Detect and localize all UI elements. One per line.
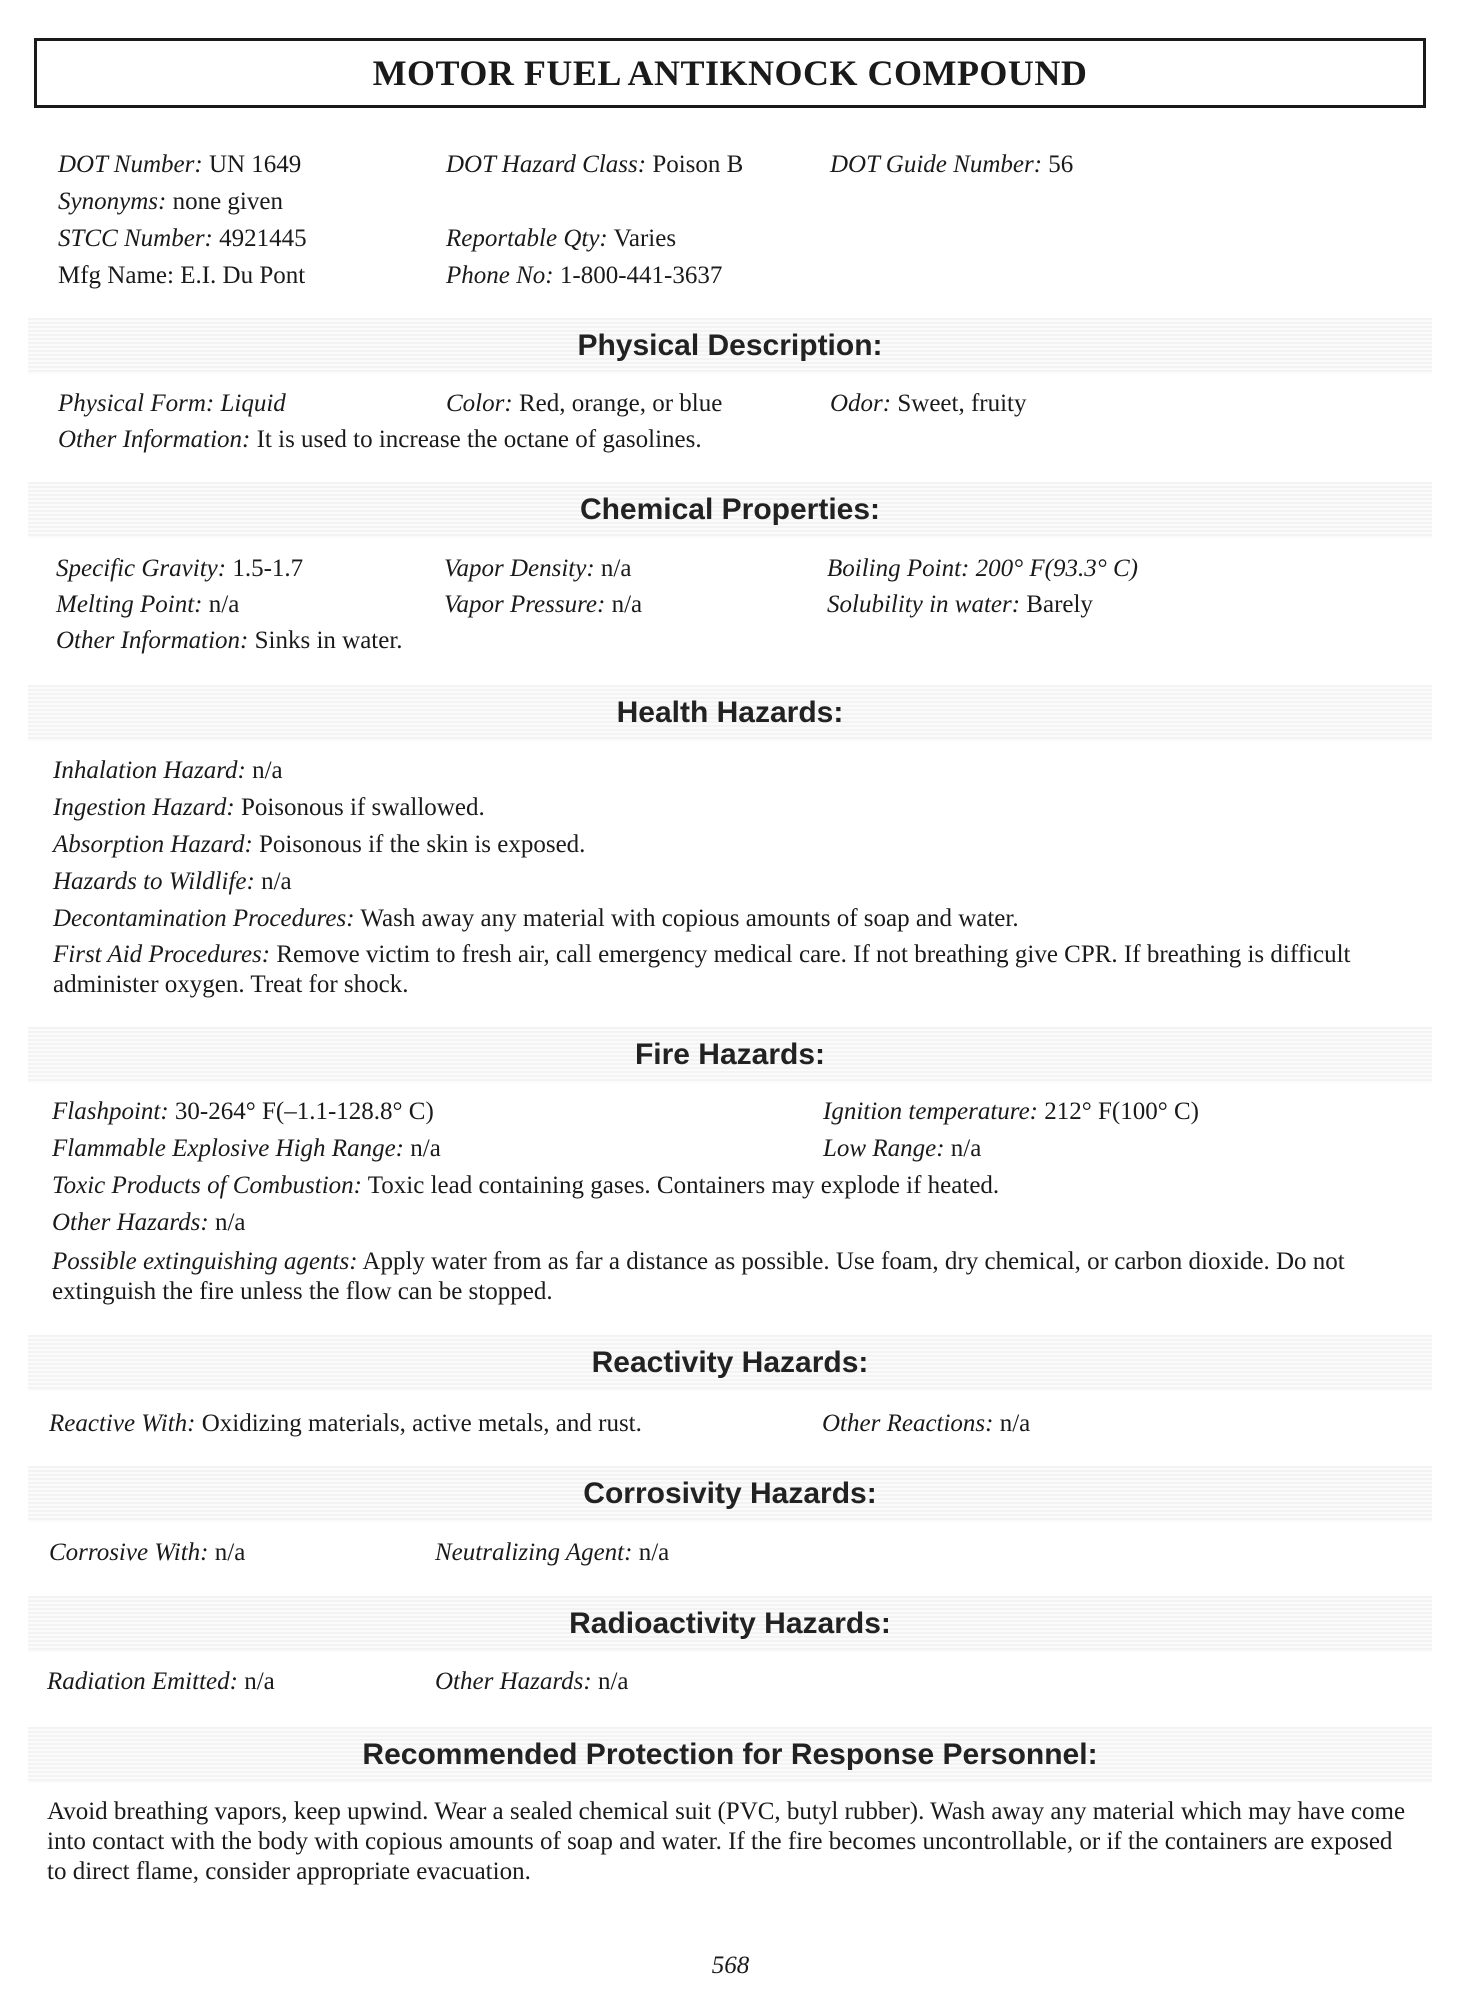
radiation-emitted: Radiation Emitted: n/a	[47, 1668, 275, 1695]
mfg-name: Mfg Name: E.I. Du Pont	[58, 262, 306, 289]
physical-row-2	[0, 423, 1461, 457]
fire-row-1	[0, 1095, 1461, 1129]
page-title: MOTOR FUEL ANTIKNOCK COMPOUND	[372, 53, 1088, 93]
low-range: Low Range: n/a	[823, 1135, 982, 1162]
section-header-reactivity: Reactivity Hazards:	[28, 1335, 1432, 1391]
physical-form: Physical Form: Liquid	[58, 390, 286, 417]
dot-hazard-class: DOT Hazard Class: Poison B	[446, 151, 744, 178]
title-box	[34, 38, 1426, 108]
id-row-4	[0, 259, 1461, 293]
dot-number: DOT Number: UN 1649	[58, 151, 302, 178]
boiling-point: Boiling Point: 200° F(93.3° C)	[827, 555, 1138, 582]
section-header-physical: Physical Description:	[28, 318, 1432, 374]
health-ingestion: Ingestion Hazard: Poisonous if swallowed.	[53, 794, 485, 821]
section-header-fire: Fire Hazards:	[28, 1027, 1432, 1083]
chemical-row-2	[0, 588, 1461, 622]
fire-toxic-products: Toxic Products of Combustion: Toxic lead containing gases. Containers may explode if heated.	[52, 1172, 1000, 1199]
vapor-pressure: Vapor Pressure: n/a	[444, 591, 643, 618]
reactivity-row	[0, 1407, 1461, 1441]
section-header-corrosivity: Corrosivity Hazards:	[28, 1466, 1432, 1522]
fire-row-2	[0, 1132, 1461, 1166]
id-row-2	[0, 185, 1461, 219]
physical-other: Other Information: It is used to increase the octane of gasolines.	[58, 426, 702, 453]
neutralizing-agent: Neutralizing Agent: n/a	[435, 1539, 670, 1566]
flashpoint: Flashpoint: 30-264° F(–1.1-128.8° C)	[52, 1098, 434, 1125]
solubility: Solubility in water: Barely	[827, 591, 1093, 618]
id-row-1	[0, 148, 1461, 182]
section-header-health: Health Hazards:	[28, 685, 1432, 741]
fire-extinguishing-agents: Possible extinguishing agents: Apply water from as far a distance as possible. Use foam, dry chemical, or carbon dioxide. Do not extinguish the fire unless the flow can be stopped.	[52, 1248, 1345, 1305]
chemical-row-3	[0, 624, 1461, 658]
flammable-high-range: Flammable Explosive High Range: n/a	[52, 1135, 441, 1162]
specific-gravity: Specific Gravity: 1.5-1.7	[56, 555, 304, 582]
other-reactions: Other Reactions: n/a	[822, 1410, 1031, 1437]
health-wildlife: Hazards to Wildlife: n/a	[53, 868, 292, 895]
section-header-chemical: Chemical Properties:	[28, 482, 1432, 538]
corrosive-with: Corrosive With: n/a	[49, 1539, 246, 1566]
health-first-aid: First Aid Procedures: Remove victim to fresh air, call emergency medical care. If not breathing give CPR. If breathing is difficult administer oxygen. Treat for shock.	[53, 941, 1351, 998]
reactive-with: Reactive With: Oxidizing materials, active metals, and rust.	[49, 1410, 642, 1437]
radioactivity-row	[0, 1665, 1461, 1699]
melting-point: Melting Point: n/a	[56, 591, 240, 618]
chemical-other: Other Information: Sinks in water.	[56, 627, 403, 654]
id-row-3	[0, 222, 1461, 256]
ignition-temperature: Ignition temperature: 212° F(100° C)	[823, 1098, 1199, 1125]
physical-color: Color: Red, orange, or blue	[446, 390, 723, 417]
phone-number: Phone No: 1-800-441-3637	[446, 262, 723, 289]
section-header-radioactivity: Radioactivity Hazards:	[28, 1596, 1432, 1652]
page-number: 568	[711, 1952, 750, 1979]
stcc-number: STCC Number: 4921445	[58, 225, 307, 252]
health-absorption: Absorption Hazard: Poisonous if the skin is exposed.	[53, 831, 586, 858]
chemical-row-1	[0, 552, 1461, 586]
fire-other-hazards: Other Hazards: n/a	[52, 1209, 246, 1236]
health-decontamination: Decontamination Procedures: Wash away any material with copious amounts of soap and water.	[53, 905, 1019, 932]
reportable-qty: Reportable Qty: Varies	[446, 225, 677, 252]
section-header-protection: Recommended Protection for Response Personnel:	[28, 1727, 1432, 1783]
corrosivity-row	[0, 1536, 1461, 1570]
dot-guide-number: DOT Guide Number: 56	[830, 151, 1074, 178]
vapor-density: Vapor Density: n/a	[444, 555, 632, 582]
protection-text: Avoid breathing vapors, keep upwind. Wear a sealed chemical suit (PVC, butyl rubber). Wash away any material which may have come into contact with the body with copious amounts of soap and water. If the fire becomes uncontrollable, or if the containers are exposed to direct flame, consider appropriate evacuation.	[47, 1798, 1406, 1885]
physical-odor: Odor: Sweet, fruity	[830, 390, 1027, 417]
physical-row-1	[0, 387, 1461, 421]
radioactivity-other-hazards: Other Hazards: n/a	[435, 1668, 629, 1695]
health-inhalation: Inhalation Hazard: n/a	[53, 757, 283, 784]
synonyms: Synonyms: none given	[58, 188, 283, 215]
